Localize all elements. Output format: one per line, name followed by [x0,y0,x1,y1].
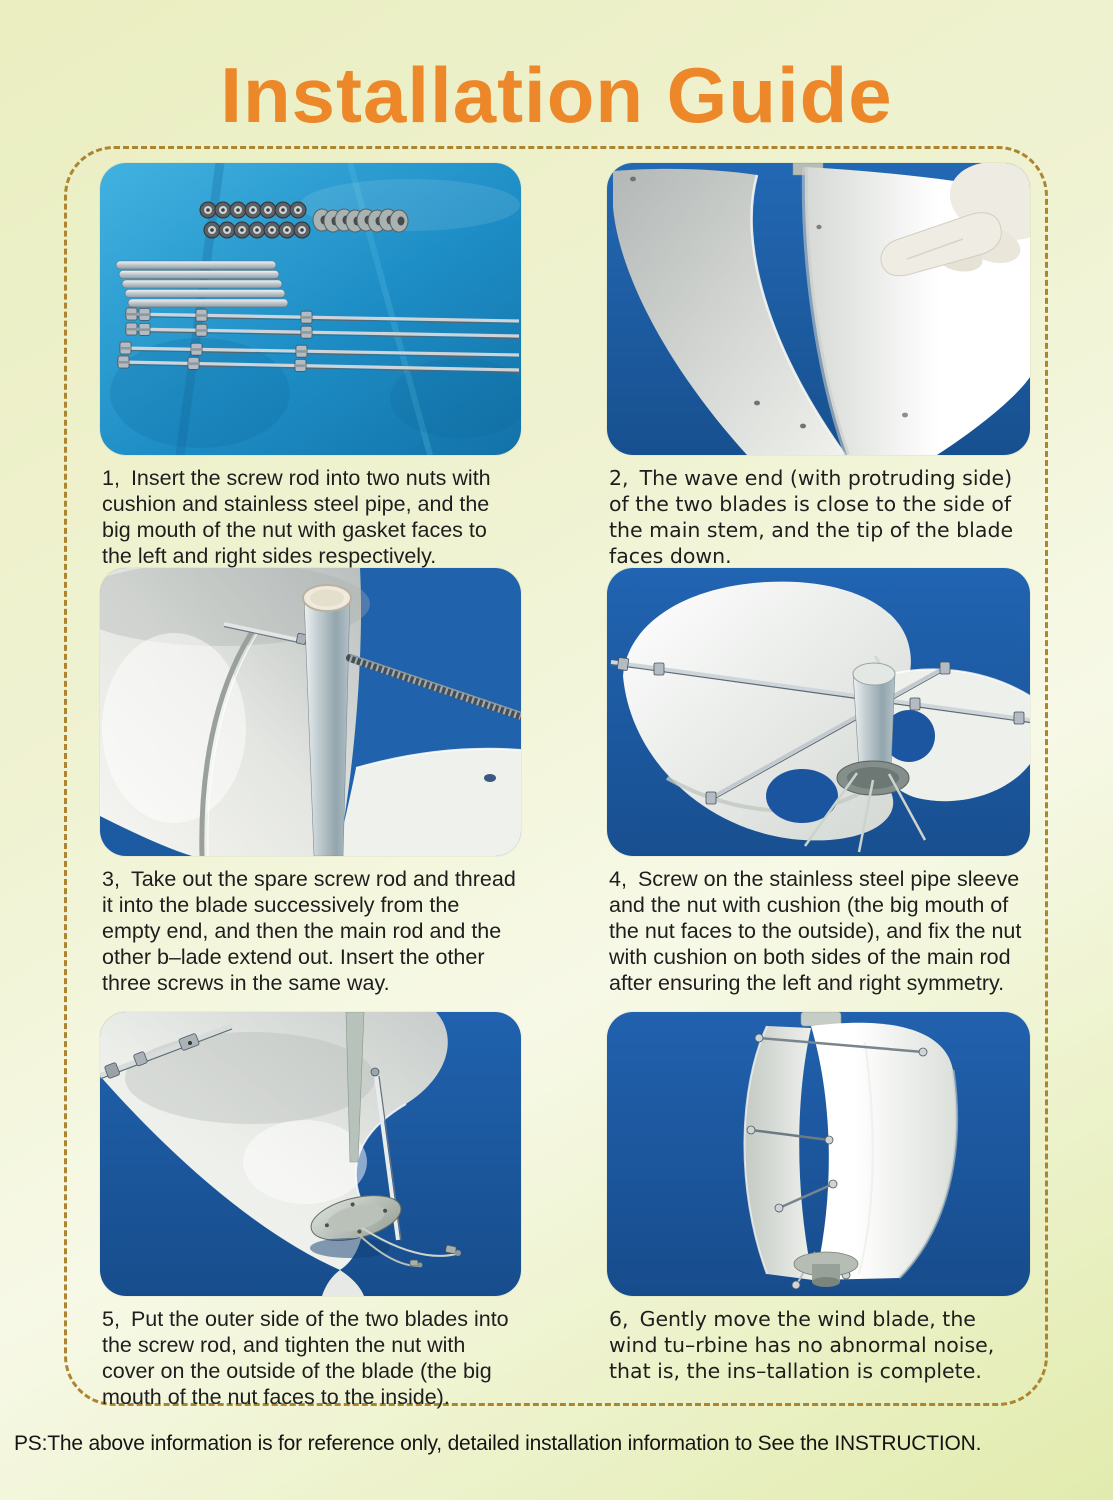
washers-row [313,209,408,232]
step-2 [607,163,1030,569]
top-view-crossed-rods-illustration [607,568,1030,856]
step-6-number: 6, [609,1307,629,1331]
blade-bottom-fixing-illustration [100,1012,521,1296]
step-5 [100,1012,521,1410]
ps-note: PS:The above information is for reference only, detailed installation information to See the INSTRUCTION. [14,1432,982,1455]
step-2-number: 2, [609,466,629,490]
step-2-photo [607,163,1030,455]
step-6-caption: 6, Gently move the wind blade, the wind tu–rbine has no abnormal noise, that is, the ins–tallation is complete. [609,1307,995,1383]
step-2-caption: 2, The wave end (with protruding side) of the two blades is close to the side of the main stem, and the tip of the blade faces down. [609,466,1014,568]
step-5-photo [100,1012,521,1296]
step-1-number: 1, [102,466,120,490]
step-4-photo [607,568,1030,856]
step-3-number: 3, [102,867,120,891]
step-6 [607,1012,1030,1384]
center-pole [853,672,895,768]
step-5-number: 5, [102,1307,120,1331]
rod-through-stem-illustration [100,568,521,856]
step-3-caption: 3, Take out the spare screw rod and thread it into the blade successively from the empty end, and then the main rod and the other b–lade extend out. Insert the other three screws in the same way. [102,867,516,995]
step-3 [100,568,521,996]
pipes-bundle [116,261,288,307]
assembled-turbine-illustration [607,1012,1030,1296]
step-1-photo [100,163,521,455]
page-title: Installation Guide [220,51,893,139]
two-blades-hand-illustration [607,163,1030,455]
step-5-caption: 5, Put the outer side of the two blades into the screw rod, and tighten the nut with cover on the outside of the blade (the big mouth of the nut faces to the inside). [102,1307,509,1409]
step-6-photo [607,1012,1030,1296]
step-4 [607,568,1030,996]
step-1-caption: 1, Insert the screw rod into two nuts with cushion and stainless steel pipe, and the big mouth of the nut with gasket faces to the left and right sides respectively. [102,466,491,568]
step-3-photo [100,568,521,856]
step-4-caption: 4, Screw on the stainless steel pipe sleeve and the nut with cushion (the big mouth of the nut faces to the outside), and fix the nut with cushion on both sides of the main rod after ensuring the left and right symmetry. [609,867,1022,995]
step-4-number: 4, [609,867,627,891]
parts-on-cloth-illustration [100,163,521,455]
step-1 [100,163,521,569]
